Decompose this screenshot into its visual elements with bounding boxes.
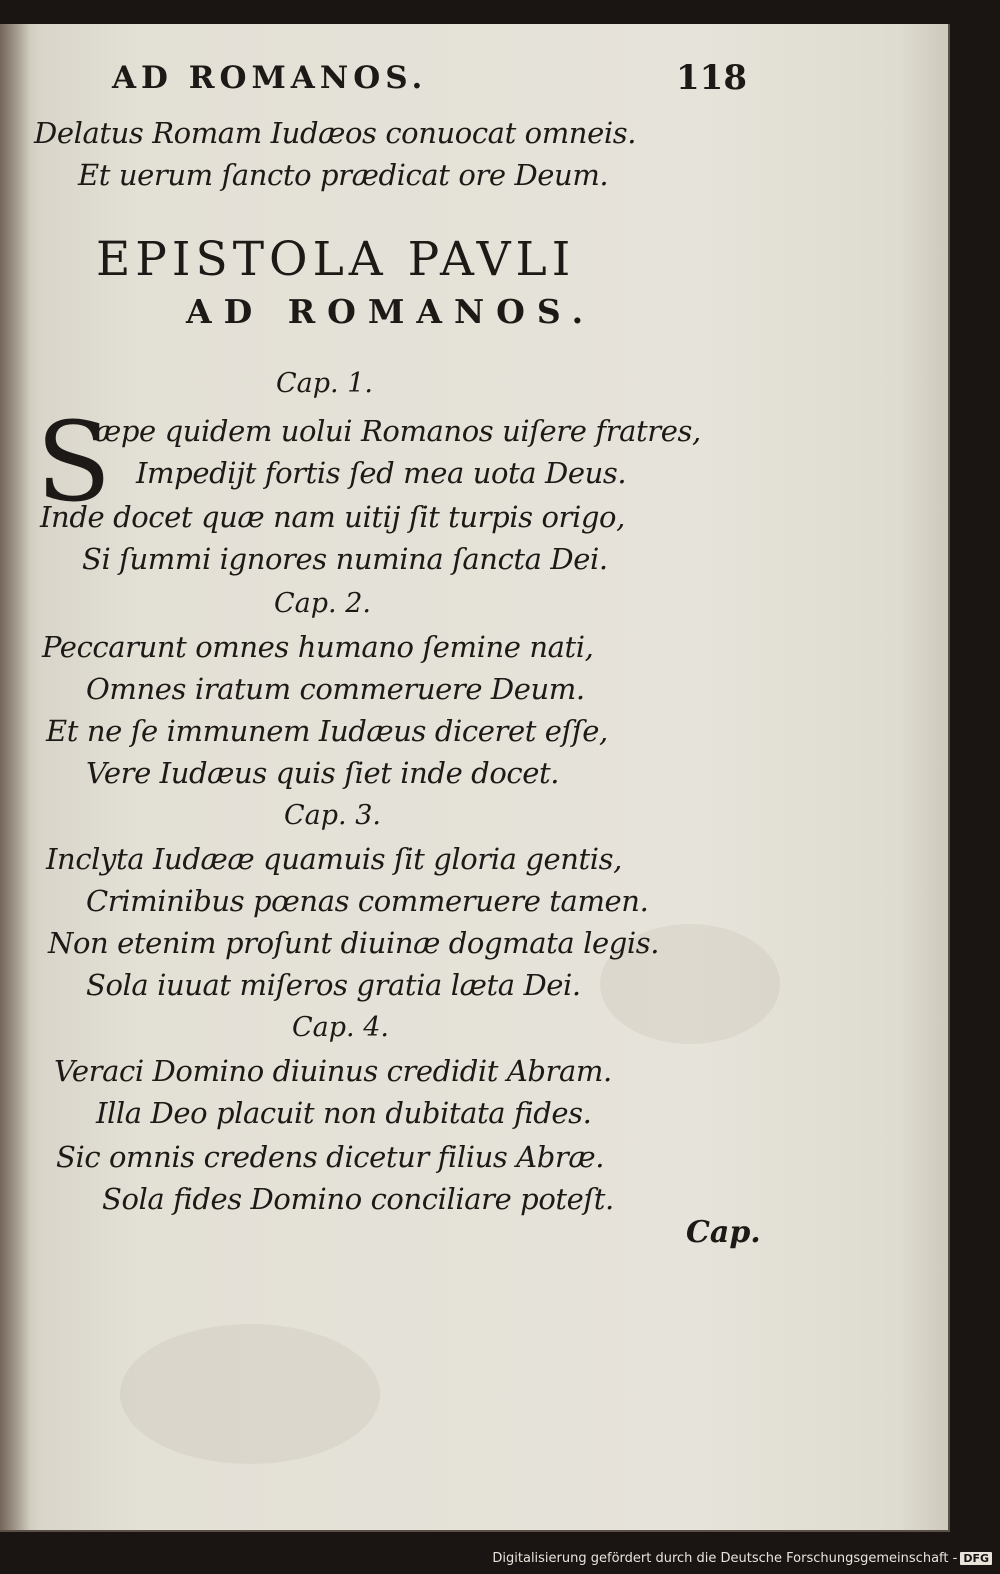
verse-line: Peccarunt omnes humano ſemine nati,: [42, 630, 594, 664]
chapter-heading: Cap. 4.: [292, 1012, 389, 1043]
drop-cap: S: [36, 398, 112, 526]
verse-line: Sic omnis credens dicetur filius Abræ.: [56, 1140, 605, 1174]
verse-line: Illa Deo placuit non dubitata fides.: [96, 1096, 592, 1130]
verse-line: Si ſummi ignores numina ſancta Dei.: [82, 542, 608, 576]
verse-line: Omnes iratum commeruere Deum.: [86, 672, 585, 706]
verse-line: Inde docet quæ nam uitij ſit turpis origo,: [40, 500, 625, 534]
verse-line: Sola iuuat miſeros gratia læta Dei.: [86, 968, 581, 1002]
verse-line: Sola fides Domino conciliare poteſt.: [102, 1182, 614, 1216]
folio-number: 118: [676, 58, 747, 98]
intro-line: Et uerum ſancto prædicat ore Deum.: [78, 158, 609, 192]
verse-line: Vere Iudæus quis ſiet inde docet.: [86, 756, 560, 790]
chapter-heading: Cap. 3.: [284, 800, 381, 831]
paper-stain: [120, 1324, 380, 1464]
verse-line: Inclyta Iudææ quamuis ſit gloria gentis,: [46, 842, 622, 876]
chapter-heading: Cap. 2.: [274, 588, 371, 619]
funding-credit-text: Digitalisierung gefördert durch die Deutsche Forschungsgemeinschaft -: [492, 1551, 958, 1566]
running-head: AD ROMANOS.: [112, 60, 428, 96]
verse-line: æpe quidem uolui Romanos uiſere fratres,: [94, 414, 701, 448]
verse-line: Veraci Domino diuinus credidit Abram.: [54, 1054, 612, 1088]
epistle-title: EPISTOLA PAVLI: [96, 232, 576, 287]
chapter-heading: Cap. 1.: [276, 368, 373, 399]
intro-line: Delatus Romam Iudæos conuocat omneis.: [34, 116, 637, 150]
funding-credit: [492, 1551, 992, 1566]
catchword: Cap.: [686, 1215, 761, 1250]
dfg-logo: DFG: [960, 1552, 992, 1565]
verse-line: Non etenim proſunt diuinæ dogmata legis.: [48, 926, 660, 960]
verse-line: Impedijt fortis ſed mea uota Deus.: [136, 456, 627, 490]
verse-line: Et ne ſe immunem Iudæus diceret eſſe,: [46, 714, 608, 748]
verse-line: Criminibus pœnas commeruere tamen.: [86, 884, 649, 918]
epistle-subtitle: AD ROMANOS.: [186, 292, 596, 331]
